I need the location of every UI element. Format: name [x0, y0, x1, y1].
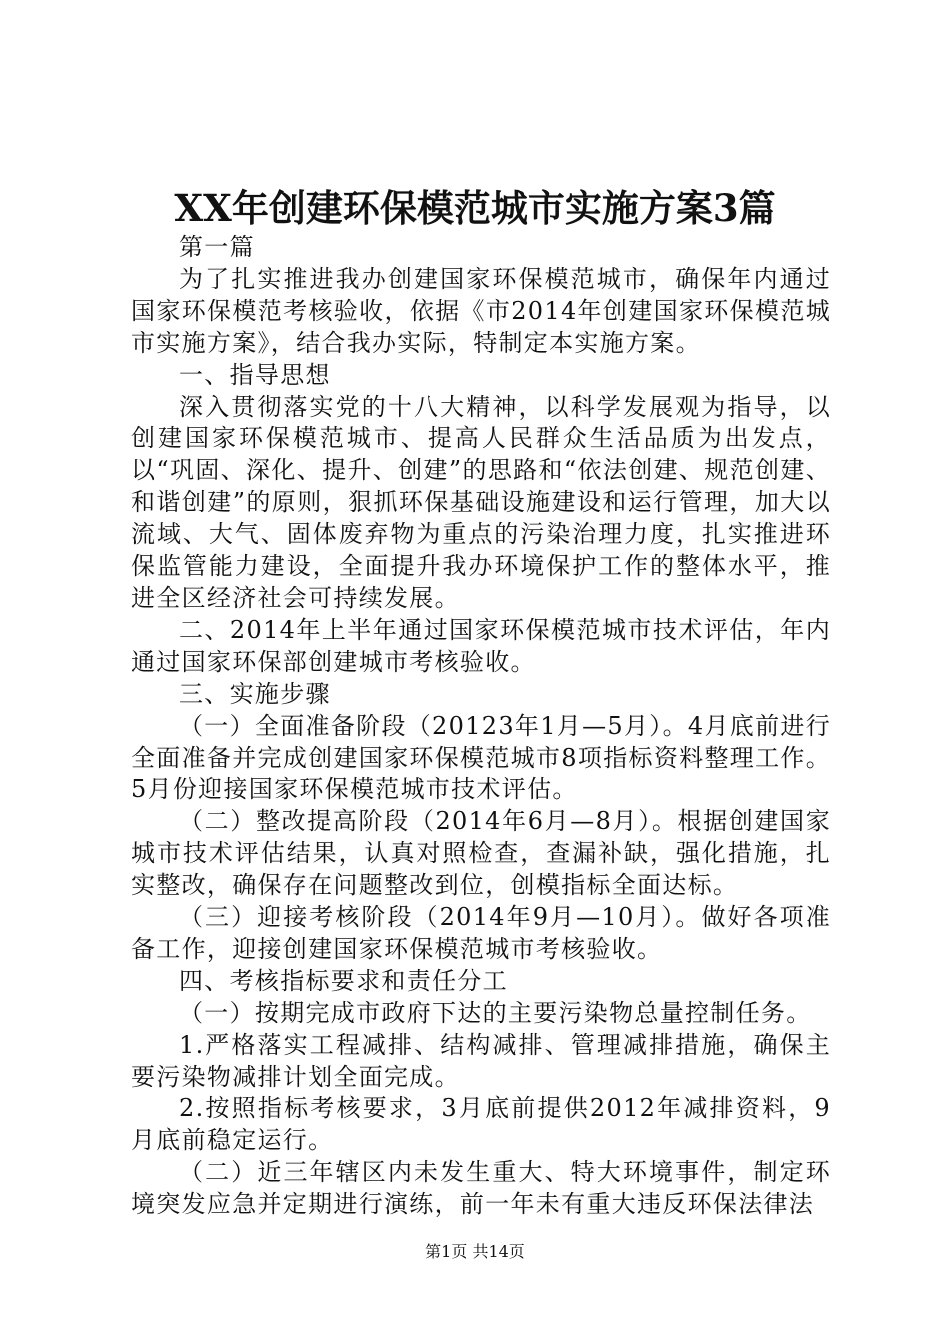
- paragraph: 1.严格落实工程减排、结构减排、管理减排措施，确保主要污染物减排计划全面完成。: [131, 1030, 831, 1091]
- paragraph: （一）按期完成市政府下达的主要污染物总量控制任务。: [179, 998, 812, 1027]
- paragraph: 为了扎实推进我办创建国家环保模范城市，确保年内通过国家环保模范考核验收，依据《市2014年创建国家环保模范城市实施方案》，结合我办实际，特制定本实施方案。: [131, 264, 831, 357]
- document-title: XX年创建环保模范城市实施方案3篇: [174, 186, 776, 230]
- paragraph: 二、2014年上半年通过国家环保模范城市技术评估，年内通过国家环保部创建城市考核验收。: [131, 615, 831, 676]
- paragraph: 深入贯彻落实党的十八大精神，以科学发展观为指导，以创建国家环保模范城市、提高人民群众生活品质为出发点，以“巩固、深化、提升、创建”的思路和“依法创建、规范创建、和谐创建”的原则，狠抓环保基础设施建设和运行管理，加大以流域、大气、固体废弃物为重点的污染治理力度，扎实推进环保监管能力建设，全面提升我办环境保护工作的整体水平，推进全区经济社会可持续发展。: [131, 392, 831, 612]
- paragraph: （二）整改提高阶段（2014年6月—8月）。根据创建国家城市技术评估结果，认真对照检查，查漏补缺，强化措施，扎实整改，确保存在问题整改到位，创模指标全面达标。: [131, 807, 831, 900]
- section-heading: 三、实施步骤: [179, 679, 331, 708]
- paragraph: （三）迎接考核阶段（2014年9月—10月）。做好各项准备工作，迎接创建国家环保模范城市考核验收。: [131, 903, 831, 963]
- page-footer: 第1页 共14页: [425, 1242, 525, 1261]
- section-heading: 一、指导思想: [179, 360, 331, 389]
- paragraph: （一）全面准备阶段（20123年1月—5月）。4月底前进行全面准备并完成创建国家环保模范城市8项指标资料整理工作。5月份迎接国家环保模范城市技术评估。: [131, 711, 831, 804]
- section-heading: 四、考核指标要求和责任分工: [179, 966, 508, 995]
- paragraph: （二）近三年辖区内未发生重大、特大环境事件，制定环境突发应急并定期进行演练，前一年未有重大违反环保法律法: [131, 1158, 831, 1219]
- paragraph: 2.按照指标考核要求，3月底前提供2012年减排资料，9月底前稳定运行。: [131, 1094, 831, 1155]
- section-label: 第一篇: [179, 233, 255, 261]
- document-body: [131, 232, 831, 1221]
